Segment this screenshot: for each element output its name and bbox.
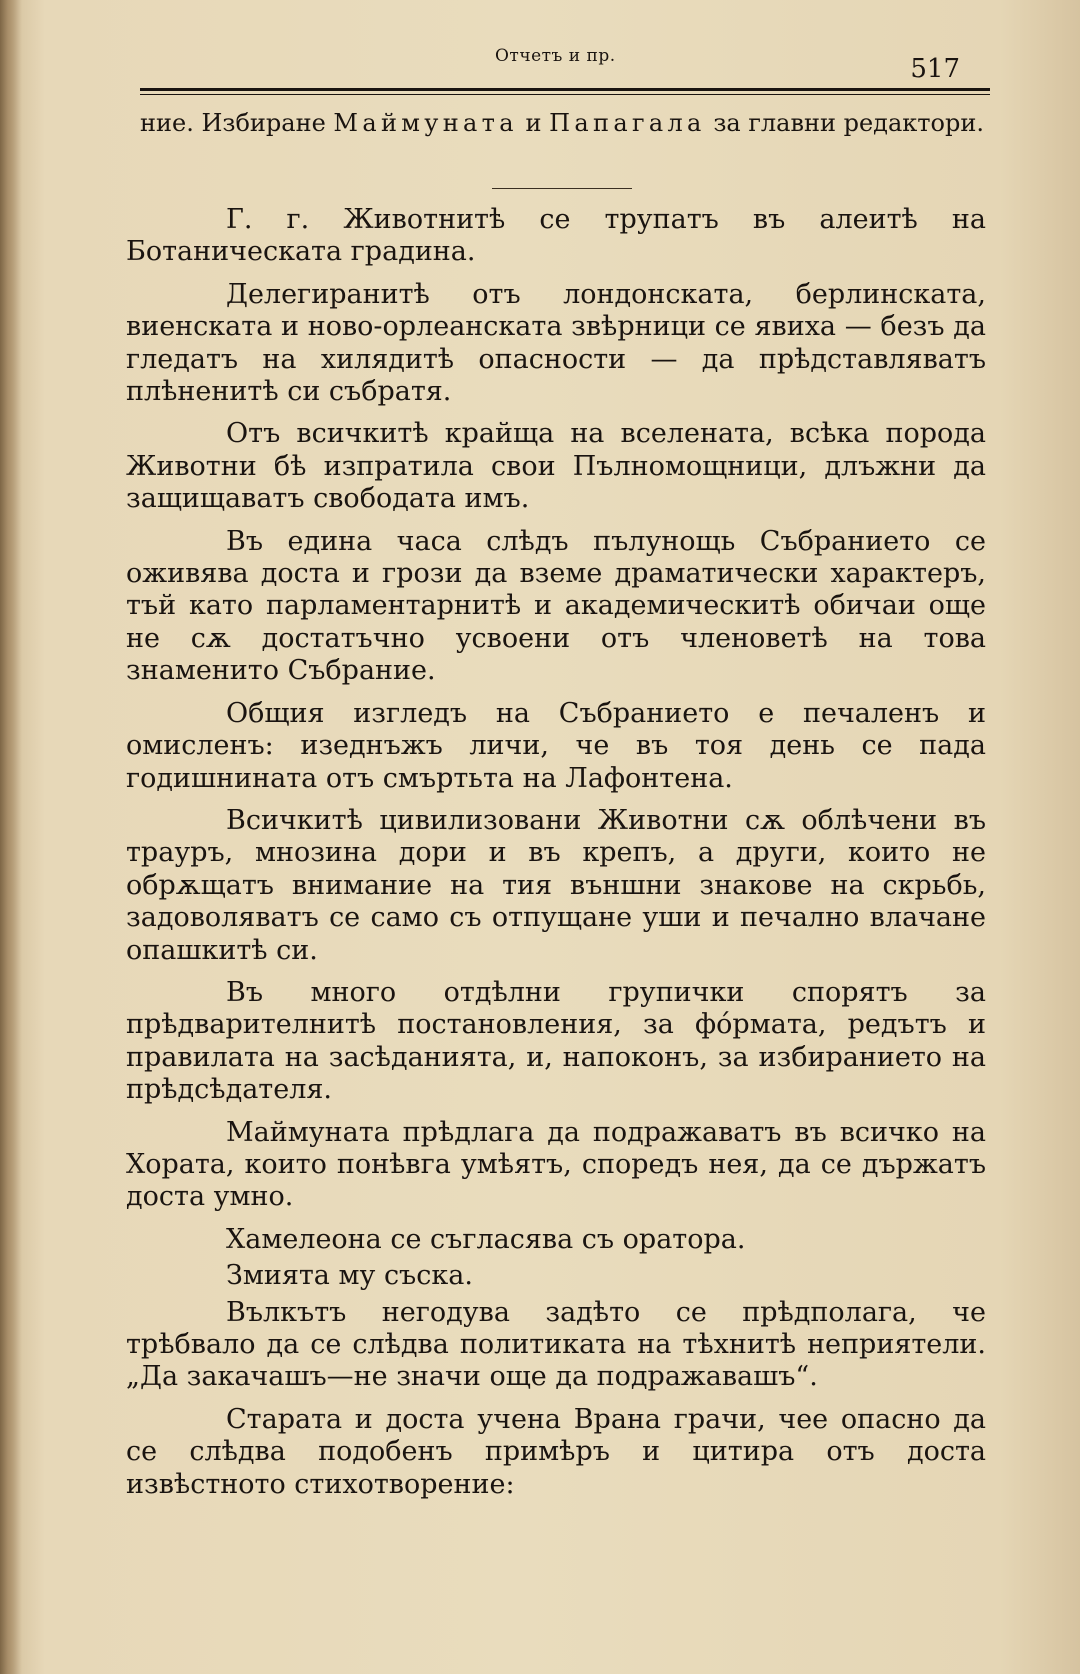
paragraph-7: Въ много отдѣлни групички спорятъ за прѣдварителнитѣ постановления, за фóрмата, редътъ и правилата на засѣданията, и, напоконъ, за избиранието на прѣдсѣдателя.	[126, 976, 986, 1106]
paragraph-12: Старата и доста учена Врана грачи, чее опасно да се слѣдва подобенъ примѣръ и цитира отъ доста извѣстното стихотворение:	[126, 1403, 986, 1500]
summary-name-parrot: Папагала	[549, 109, 706, 137]
page-number: 517	[910, 54, 960, 84]
summary-suffix: за главни редактори.	[705, 109, 984, 137]
paragraph-11: Вълкътъ негодува задѣто се прѣдполага, че трѣбвало да се слѣдва политиката на тѣхнитѣ неприятели. „Да закачашъ—не значи още да подражавашъ“.	[126, 1296, 986, 1393]
paragraph-6: Всичкитѣ цивилизовани Животни сѫ облѣчени въ трауръ, мнозина дори и въ крепъ, а други, които не обрѫщатъ внимание на тия външни знакове на скрьбь, задоволяватъ се само съ отпущане уши и печално влачане опашкитѣ си.	[126, 804, 986, 966]
summary-prefix: ние. Избиране	[140, 109, 334, 137]
page-gutter-shadow	[0, 0, 22, 1674]
paragraph-2: Делегиранитѣ отъ лондонската, берлинската, виенската и ново-орлеанската звѣрници се явиха — безъ да гледатъ на хилядитѣ опасности — да прѣдставляватъ плѣненитѣ си събратя.	[126, 278, 986, 408]
paragraph-3: Отъ всичкитѣ крайща на вселената, всѣка порода Животни бѣ изпратила свои Пълномощници, длъжни да защищаватъ свободата имъ.	[126, 418, 986, 515]
running-head	[140, 40, 990, 84]
paragraph-5: Общия изгледъ на Събранието е печаленъ и омисленъ: изеднъжъ личи, че въ тоя день се пада годишнината отъ смъртьта на Лафонтена.	[126, 697, 986, 794]
chapter-summary	[140, 108, 990, 138]
section-divider	[492, 188, 632, 189]
paragraph-4: Въ единa часа слѣдъ пълунощь Събранието се оживява доста и грози да вземе драматически характеръ, тъй като парламентарнитѣ и академическитѣ обичаи още не сѫ достатъчно усвоени отъ членоветѣ на това знаменито Събрание.	[126, 525, 986, 687]
summary-mid: и	[517, 109, 550, 137]
summary-name-monkey: Маймуната	[333, 109, 518, 137]
paragraph-10: Змията му съска.	[226, 1260, 473, 1292]
header-rule-thin	[140, 94, 990, 95]
paragraph-1: Г. г. Животнитѣ се трупатъ въ алеитѣ на Ботаническата градина.	[126, 204, 986, 268]
running-title: Отчетъ и пр.	[495, 46, 616, 66]
paragraph-9: Хамелеона се съгласява съ оратора.	[226, 1223, 746, 1255]
body-text	[126, 204, 986, 1511]
paragraph-8: Маймуната прѣдлага да подражаватъ въ всичко на Хората, които понѣвга умѣятъ, споредъ нея, да се държатъ доста умно.	[126, 1116, 986, 1213]
header-rule-thick	[140, 88, 990, 91]
